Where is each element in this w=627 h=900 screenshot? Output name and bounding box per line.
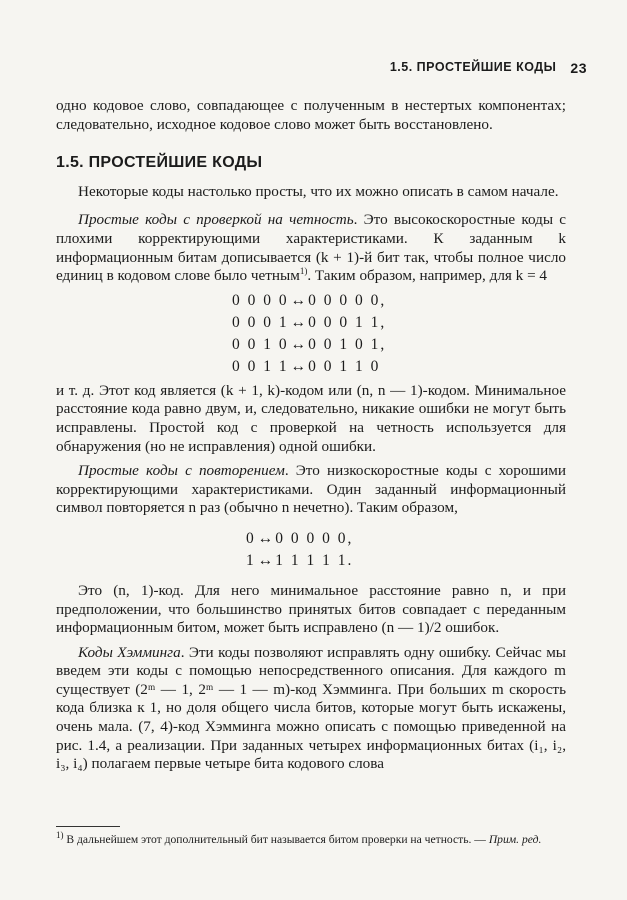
- parity-description: . Это высокоскоростные коды с плохими корректирующими характеристиками. К заданным k информационным битам дописывается (k + 1)-й бит так, чтобы полное число единиц в кодовом слове было четным: [56, 211, 566, 285]
- term-repetition-codes: Простые коды с повторением: [78, 462, 285, 480]
- code-word: 1 1 1 1 1.: [275, 551, 354, 569]
- paragraph-repetition-properties: Это (n, 1)-код. Для него минимальное расстояние равно n, и при предположении, что большинство принятых битов совпадает с переданным информационным битом, может быть исправлено (n — 1)/2 ошибок.: [56, 581, 566, 637]
- code-row: [232, 312, 566, 334]
- code-row: [232, 290, 566, 312]
- bidirectional-arrow-icon: ↔: [290, 313, 307, 331]
- info-bits: 0 0 1 1: [232, 357, 289, 375]
- header-section-title: 1.5. ПРОСТЕЙШИЕ КОДЫ: [389, 60, 557, 74]
- footnote-reference: 1): [299, 266, 308, 277]
- info-bits: 0: [246, 529, 256, 547]
- info-bits: 0 0 0 0: [232, 291, 289, 309]
- paragraph-hamming: [56, 644, 566, 774]
- paragraph-parity: [56, 211, 566, 285]
- code-word: 0 0 0 0 0,: [275, 529, 354, 547]
- bidirectional-arrow-icon: ↔: [257, 529, 274, 547]
- footnote-editor-note: Прим. ред.: [488, 833, 542, 846]
- code-word: 0 0 0 0 0,: [308, 291, 387, 309]
- repetition-description: . Это низкоскоростные коды с хорошими корректирующими характеристиками. Один заданный информационный символ повторяется n раз (обычно n нечетно). Таким образом,: [56, 462, 566, 517]
- repetition-code-table: [56, 528, 566, 572]
- section-heading: 1.5. ПРОСТЕЙШИЕ КОДЫ: [56, 154, 263, 172]
- bidirectional-arrow-icon: ↔: [290, 357, 307, 375]
- bidirectional-arrow-icon: ↔: [290, 291, 307, 309]
- code-row: [246, 550, 566, 572]
- info-bits: 0 0 1 0: [232, 335, 289, 353]
- code-word: 0 0 1 1 0: [308, 357, 381, 375]
- info-bits: 1: [246, 551, 256, 569]
- term-hamming-codes: Коды Хэмминга: [78, 643, 181, 661]
- main-text: [56, 97, 566, 774]
- info-bits: 0 0 0 1: [232, 313, 289, 331]
- bidirectional-arrow-icon: ↔: [290, 335, 307, 353]
- hamming-description: . Эти коды позволяют исправлять одну ошибку. Сейчас мы введем эти коды с помощью непосредственного описания. Для каждого m существует (2ᵐ — 1, 2ᵐ — 1 — m)-код Хэмминга. При больших m скорость кода близка к 1, но доля общего числа битов, которые могут быть искажены, очень мала. (7, 4)-код Хэмминга можно описать с помощью приведенной на рис. 1.4, а реализации. При заданных четырех информационных битах (i₁, i₂, i₃, i₄) полагаем первые четыре бита кодового слова: [56, 643, 567, 773]
- parity-code-table: [56, 290, 566, 378]
- term-parity-codes: Простые коды с проверкой на четность: [78, 211, 354, 229]
- footnote: [56, 832, 566, 848]
- footnote-text: В дальнейшем этот дополнительный бит называется битом проверки на четность. —: [63, 833, 489, 846]
- footnote-divider: [56, 826, 120, 827]
- code-row: [232, 334, 566, 356]
- code-word: 0 0 0 1 1,: [308, 313, 387, 331]
- code-word: 0 0 1 0 1,: [308, 335, 387, 353]
- paragraph-intro: Некоторые коды настолько просты, что их можно описать в самом начале.: [78, 182, 559, 200]
- footnote-mark: 1): [56, 830, 64, 841]
- paragraph-continued: одно кодовое слово, совпадающее с полученным в нестертых компонентах; следовательно, исходное кодовое слово может быть восстановлено.: [56, 97, 566, 133]
- bidirectional-arrow-icon: ↔: [257, 551, 274, 569]
- code-row: [246, 528, 566, 550]
- paragraph-parity-properties: и т. д. Этот код является (k + 1, k)-кодом или (n, n — 1)-кодом. Минимальное расстояние кода равно двум, и, следовательно, никакие ошибки не могут быть исправлены. Простой код с проверкой на четность используется для обнаружения (но не исправления) одной ошибки.: [56, 381, 566, 455]
- running-header: [40, 60, 587, 76]
- page-number: 23: [570, 60, 587, 76]
- paragraph-repetition: [56, 462, 566, 518]
- code-row: [232, 356, 566, 378]
- parity-tail: . Таким образом, например, для k = 4: [307, 267, 548, 285]
